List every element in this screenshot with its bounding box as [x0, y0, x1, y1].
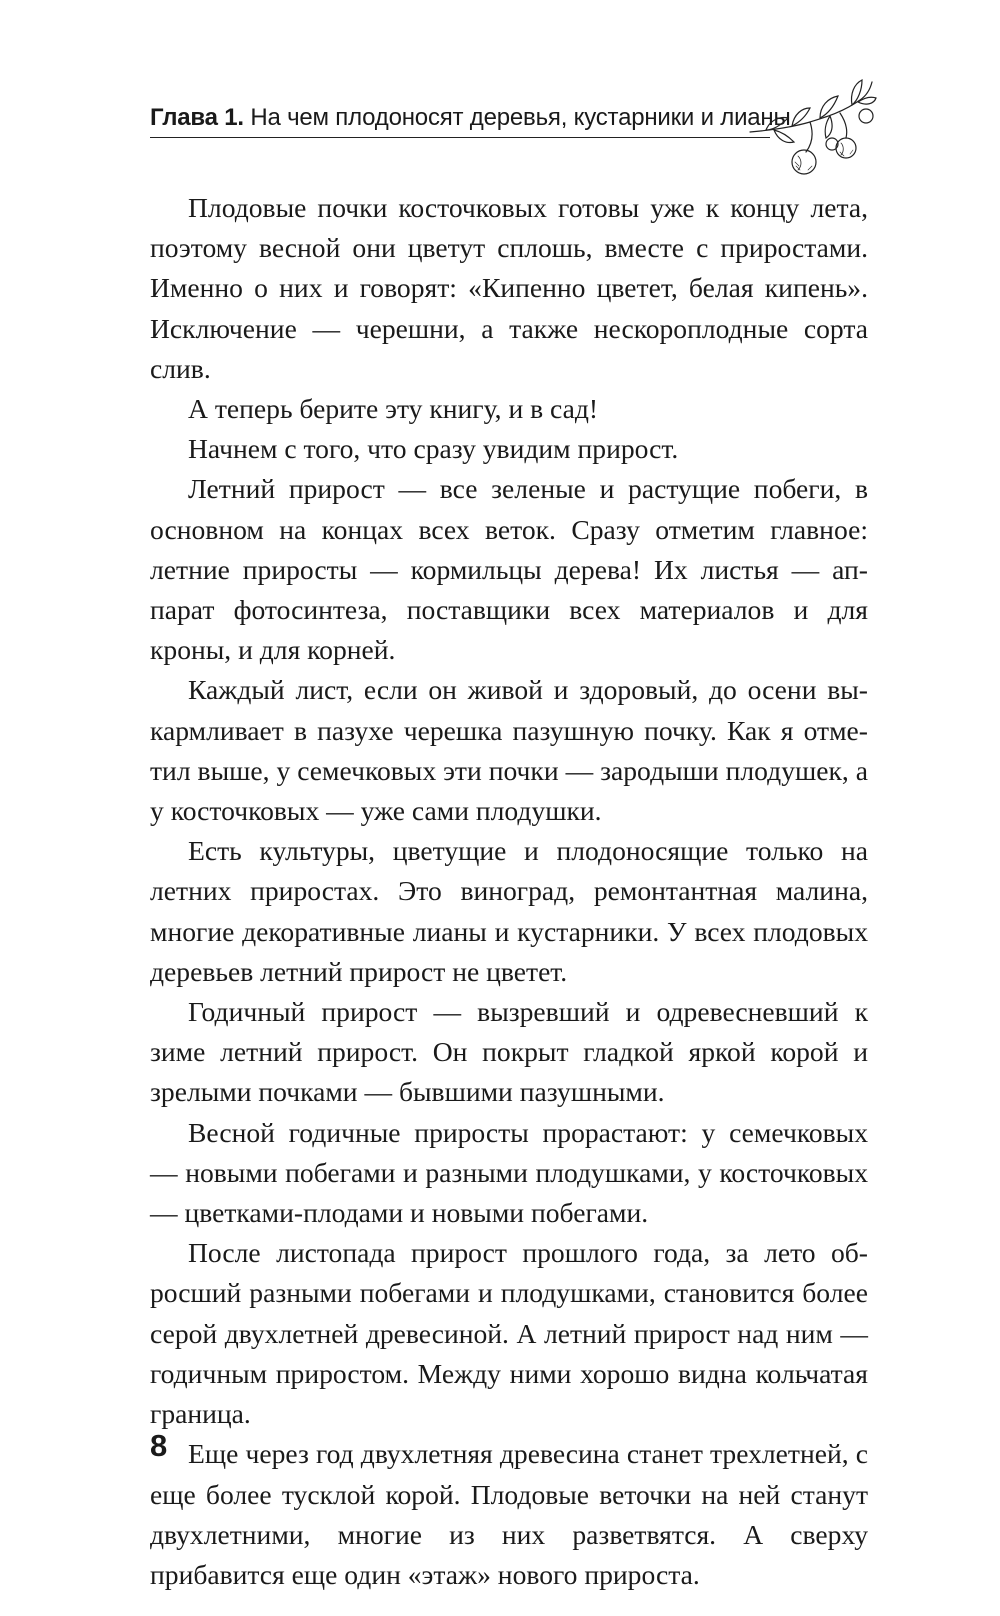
paragraph: Начнем с того, что сразу увидим прирост.: [188, 433, 679, 465]
paragraph: А теперь берите эту книгу, и в сад!: [188, 393, 599, 425]
paragraph: После листопада прирост прошлого года, за лето обросший разными побегами и плодушками, становится более серой двухлетней древесиной. А летний прирост над ним — годичным приростом. Между ними хорошо видна кольчатая граница.: [150, 1237, 868, 1430]
body-text: [150, 188, 868, 1595]
chapter-title: На чем плодоносят деревья, кустарники и лианы: [250, 104, 791, 131]
header-rule: [150, 137, 770, 138]
paragraph: Плодовые почки косточковых готовы уже к концу лета, поэтому весной они цветут сплошь, вместе с приростами. Именно о них и говорят: «Кипенно цветет, белая кипень». Исключение — черешни, а также нескороплодные сорта слив.: [150, 192, 868, 384]
paragraph: Есть культуры, цветущие и плодоносящие только на летних приростах. Это виноград, ремонтантная малина, многие декоративные лианы и кустарники. У всех плодовых деревьев летний прирост не цветет.: [150, 835, 868, 987]
paragraph: Каждый лист, если он живой и здоровый, до осени выкармливает в пазухе черешка пазушную почку. Как я отметил выше, у семечковых эти почки — зародыши плодушек, а у косточковых — уже сами плодушки.: [150, 674, 868, 827]
peach-branch-icon: [748, 72, 878, 182]
paragraph: Еще через год двухлетняя древесина станет трехлетней, с еще более тусклой корой. Плодовые веточки на ней станут двухлетними, многие из них разветвятся. А сверху прибавится еще один «этаж» нового прироста.: [150, 1438, 868, 1590]
paragraph: Летний прирост — все зеленые и растущие побеги, в основном на концах всех веток. Сразу отметим главное: летние приросты — кормильцы дерева! Их листья — аппарат фотосинтеза, поставщики всех материалов и для кроны, и для корней.: [150, 473, 868, 666]
paragraph: Годичный прирост — вызревший и одревесневший к зиме летний прирост. Он покрыт гладкой яркой корой и зрелыми почками — бывшими пазушными.: [150, 996, 868, 1108]
running-head: [150, 98, 791, 138]
paragraph: Весной годичные приросты прорастают: у семечковых — новыми побегами и разными плодушками, у косточковых — цветками-плодами и новыми побегами.: [150, 1116, 868, 1229]
page-number: 8: [150, 1428, 168, 1463]
chapter-label: Глава 1.: [150, 104, 244, 131]
